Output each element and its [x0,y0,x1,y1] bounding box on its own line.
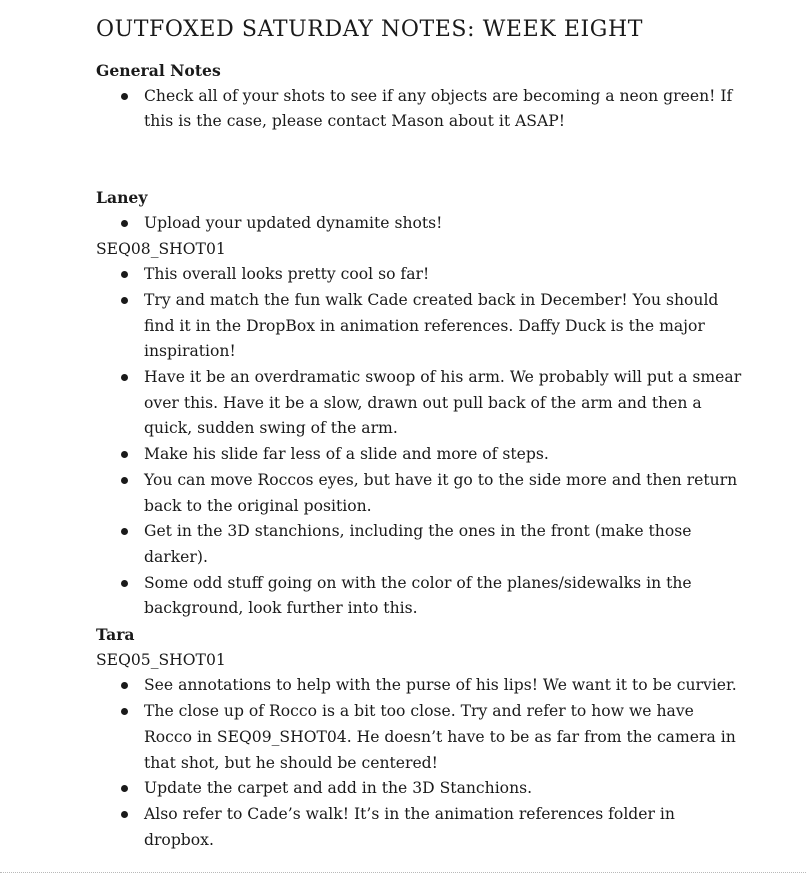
list-item: The close up of Rocco is a bit too close. Try and refer to how we have Rocco in SEQ09_SHOT04. He doesn’t have to be as far from the camera in that shot, but he should be centered! [96,699,746,776]
list-item: Upload your updated dynamite shots! [96,211,746,237]
general-notes-section [96,58,746,135]
blank-line [96,160,746,185]
tara-shot-code: SEQ05_SHOT01 [96,650,226,669]
laney-heading: Laney [96,188,148,208]
document-body [96,58,746,853]
tara-section [96,622,746,853]
list-item: Get in the 3D stanchions, including the ones in the front (make those darker). [96,519,746,570]
general-notes-list [96,84,746,135]
laney-shot-notes-list [96,262,746,622]
general-notes-heading: General Notes [96,61,221,80]
list-item: Try and match the fun walk Cade created back in December! You should find it in the DropBox in animation references. Daffy Duck is the major inspiration! [96,288,746,365]
blank-line [96,135,746,160]
list-item: Check all of your shots to see if any objects are becoming a neon green! If this is the case, please contact Mason about it ASAP! [96,84,746,135]
list-item: Update the carpet and add in the 3D Stanchions. [96,776,746,802]
list-item: Also refer to Cade’s walk! It’s in the animation references folder in dropbox. [96,802,746,853]
laney-shot-code: SEQ08_SHOT01 [96,239,226,258]
laney-section [96,185,746,622]
list-item: You can move Roccos eyes, but have it go to the side more and then return back to the original position. [96,468,746,519]
list-item: Make his slide far less of a slide and more of steps. [96,442,746,468]
page-break-line [0,872,806,873]
tara-shot-notes-list [96,673,746,853]
laney-general-list [96,211,746,237]
list-item: See annotations to help with the purse of his lips! We want it to be curvier. [96,673,746,699]
tara-heading: Tara [96,625,135,645]
document-title: OUTFOXED SATURDAY NOTES: WEEK EIGHT [96,17,644,42]
list-item: Have it be an overdramatic swoop of his arm. We probably will put a smear over this. Have it be a slow, drawn out pull back of the arm and then a quick, sudden swing of the arm. [96,365,746,442]
list-item: This overall looks pretty cool so far! [96,262,746,288]
list-item: Some odd stuff going on with the color of the planes/sidewalks in the background, look further into this. [96,571,746,622]
